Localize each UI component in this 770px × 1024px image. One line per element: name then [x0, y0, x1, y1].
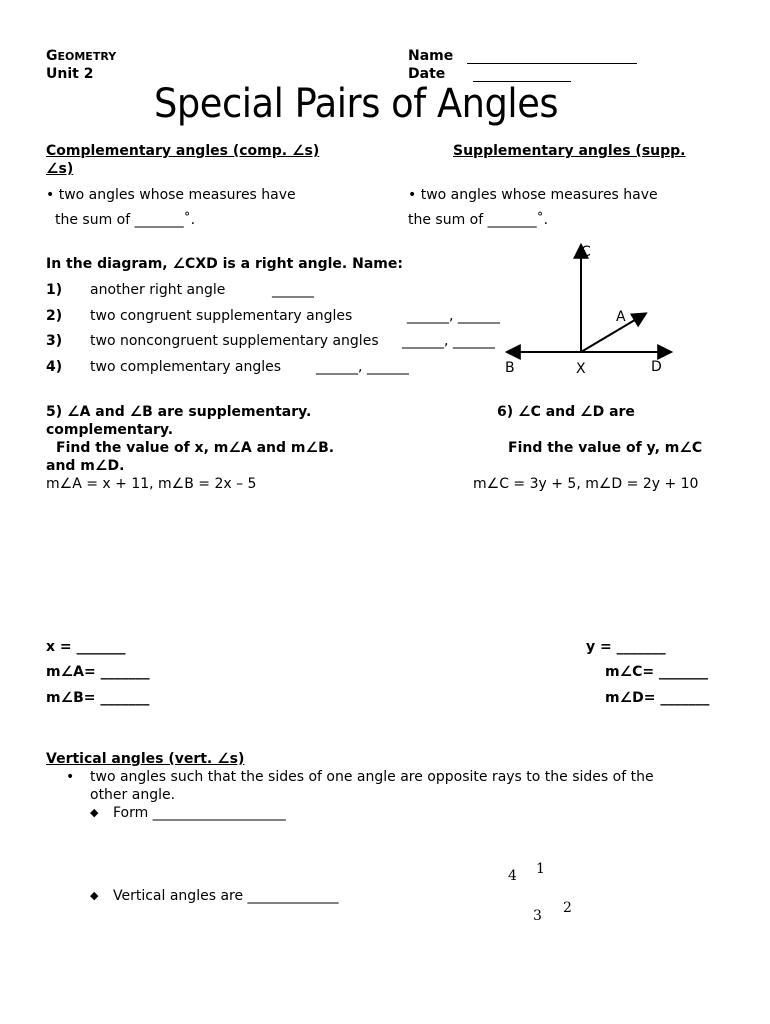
diamond-bullet-2: ◆	[90, 889, 99, 902]
answer-ma[interactable]: m∠A= _______	[46, 664, 150, 680]
item-1-blank[interactable]: ______	[272, 282, 314, 298]
course-rest: EOMETRY	[57, 50, 117, 63]
problem-6-statement: 6) ∠C and ∠D are	[497, 404, 635, 420]
label-x: X	[576, 361, 586, 377]
item-2-num: 2)	[46, 308, 63, 324]
item-4-blank[interactable]: ______, ______	[316, 359, 409, 375]
angle-number-2: 2	[563, 900, 572, 916]
label-b: B	[505, 360, 515, 376]
supplementary-heading: Supplementary angles (supp.	[453, 143, 686, 159]
date-label: Date	[408, 66, 446, 82]
problem-5-equation: m∠A = x + 11, m∠B = 2x – 5	[46, 476, 257, 492]
label-d: D	[651, 359, 662, 375]
angle-number-3: 3	[533, 908, 542, 924]
answer-mb[interactable]: m∠B= _______	[46, 690, 150, 706]
item-4-text: two complementary angles	[90, 359, 282, 375]
unit-label: Unit 2	[46, 66, 94, 82]
item-3-num: 3)	[46, 333, 63, 349]
course-first-letter: G	[46, 48, 58, 64]
vertical-form[interactable]: Form ___________________	[113, 805, 286, 821]
problem-6-instruction-wrap: and m∠D.	[46, 458, 125, 474]
item-3-blank[interactable]: ______, ______	[402, 333, 495, 349]
answer-md[interactable]: m∠D= _______	[605, 690, 710, 706]
answer-mc[interactable]: m∠C= _______	[605, 664, 709, 680]
item-1-num: 1)	[46, 282, 63, 298]
angle-diagram	[500, 238, 680, 378]
problem-6-equation: m∠C = 3y + 5, m∠D = 2y + 10	[473, 476, 699, 492]
label-a: A	[616, 309, 626, 325]
answer-x[interactable]: x = _______	[46, 639, 126, 655]
diamond-bullet-1: ◆	[90, 806, 99, 819]
name-label: Name	[408, 48, 454, 64]
ray-xa	[581, 314, 645, 352]
problem-5-instruction: Find the value of x, m∠A and m∠B.	[56, 440, 335, 456]
angle-number-1: 1	[536, 861, 545, 877]
problem-5-statement: 5) ∠A and ∠B are supplementary.	[46, 404, 312, 420]
vertical-bullet-dot: •	[66, 769, 75, 785]
item-2-text: two congruent supplementary angles	[90, 308, 353, 324]
vertical-definition-wrap: other angle.	[90, 787, 176, 803]
complementary-heading: Complementary angles (comp. ∠s)	[46, 143, 320, 159]
complementary-bullet: • two angles whose measures have	[46, 187, 296, 203]
vertical-heading: Vertical angles (vert. ∠s)	[46, 751, 245, 767]
diagram-intro: In the diagram, ∠CXD is a right angle. Name:	[46, 256, 403, 272]
angle-number-4: 4	[508, 868, 517, 884]
problem-6-instruction: Find the value of y, m∠C	[508, 440, 703, 456]
item-2-blank[interactable]: ______, ______	[407, 308, 500, 324]
label-c: C	[581, 244, 591, 260]
vertical-are[interactable]: Vertical angles are _____________	[113, 888, 339, 904]
course-label	[46, 47, 116, 66]
complementary-sum: the sum of _______˚.	[55, 212, 196, 228]
vertical-definition: two angles such that the sides of one angle are opposite rays to the sides of the	[90, 769, 654, 785]
complementary-heading-wrap: ∠s)	[46, 161, 74, 177]
item-1-text: another right angle	[90, 282, 226, 298]
page-title: Special Pairs of Angles	[154, 81, 559, 127]
problem-6-wrap: complementary.	[46, 422, 174, 438]
item-4-num: 4)	[46, 359, 63, 375]
name-blank[interactable]	[467, 63, 637, 64]
supplementary-sum: the sum of _______˚.	[408, 212, 549, 228]
supplementary-bullet: • two angles whose measures have	[408, 187, 658, 203]
item-3-text: two noncongruent supplementary angles	[90, 333, 379, 349]
answer-y[interactable]: y = _______	[586, 639, 666, 655]
